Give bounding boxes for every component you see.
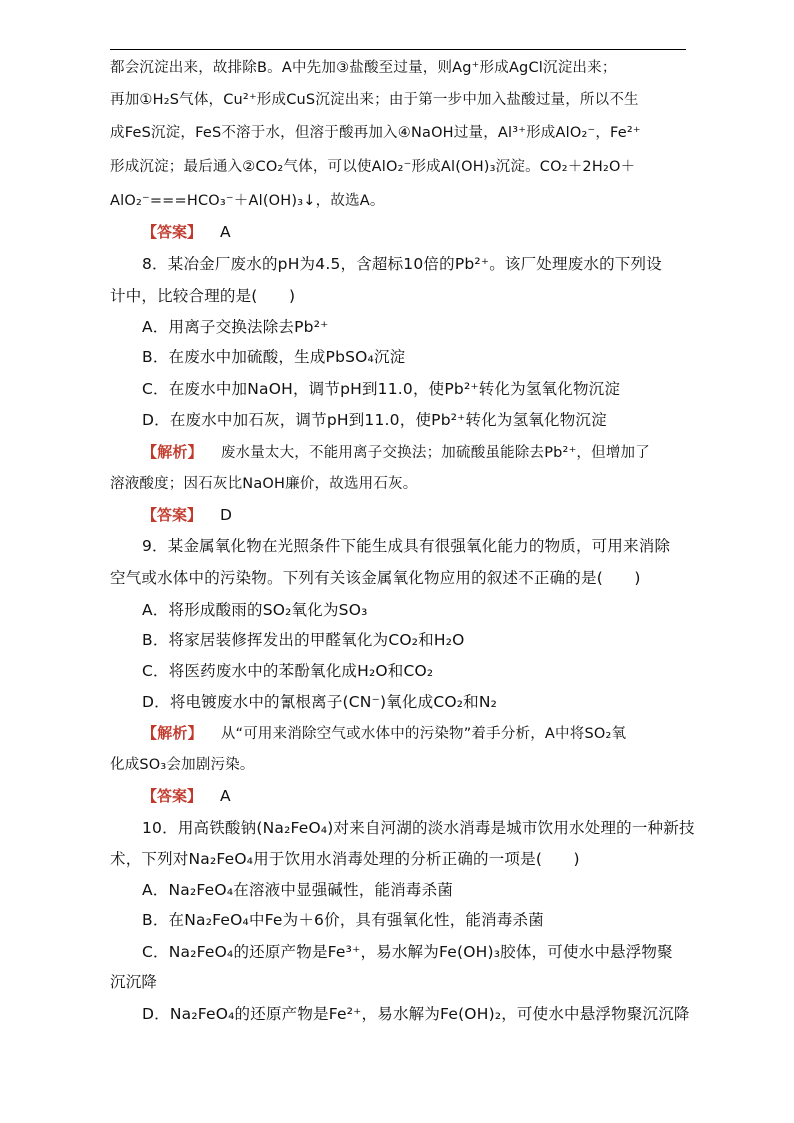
line-text: 化成SO₃会加剧污染。 [110, 757, 255, 773]
section-tag: 【解析】 [142, 724, 203, 742]
text-line [110, 755, 255, 775]
line-text: D [220, 506, 232, 524]
line-text: 沉沉降 [110, 973, 158, 991]
line-text: A [220, 787, 231, 805]
text-line [142, 880, 453, 900]
line-text: 溶液酸度；因石灰比NaOH廉价，故选用石灰。 [110, 476, 418, 492]
line-text: D．在废水中加石灰，调节pH到11.0，使Pb²⁺转化为氢氧化物沉淀 [142, 411, 607, 429]
line-text: 再加①H₂S气体，Cu²⁺形成CuS沉淀出来；由于第一步中加入盐酸过量，所以不生 [110, 92, 639, 108]
section-tag: 【答案】 [142, 506, 203, 524]
text-line [110, 972, 157, 992]
line-text: A [220, 223, 231, 241]
line-text: B．在Na₂FeO₄中Fe为＋6价，具有强氧化性，能消毒杀菌 [142, 911, 544, 929]
line-text: 从“可用来消除空气或水体中的污染物”着手分析，A中将SO₂氧 [220, 726, 627, 742]
line-text: C．将医药废水中的苯酚氧化成H₂O和CO₂ [142, 662, 434, 680]
text-line [142, 630, 465, 650]
line-text: 计中，比较合理的是( ) [110, 287, 296, 305]
line-text: D．将电镀废水中的氰根离子(CN⁻)氧化成CO₂和N₂ [142, 693, 498, 711]
label-line [142, 222, 231, 242]
text-line [142, 317, 329, 337]
section-tag: 【答案】 [142, 787, 203, 805]
line-text: 9．某金属氧化物在光照条件下能生成具有很强氧化能力的物质，可用来消除 [142, 537, 671, 555]
line-text: 10．用高铁酸钠(Na₂FeO₄)对来自河湖的淡水消毒是城市饮用水处理的一种新技 [142, 819, 695, 837]
line-text: A．用离子交换法除去Pb²⁺ [142, 318, 329, 336]
text-line [110, 191, 385, 211]
text-line [142, 600, 368, 620]
label-line [142, 723, 626, 744]
text-line [142, 942, 673, 962]
header-rule [110, 49, 686, 50]
text-line [142, 379, 620, 399]
line-text: D．Na₂FeO₄的还原产物是Fe²⁺，易水解为Fe(OH)₂，可使水中悬浮物聚沉沉降 [142, 1005, 690, 1023]
line-text: C．Na₂FeO₄的还原产物是Fe³⁺，易水解为Fe(OH)₃胶体，可使水中悬浮物聚 [142, 943, 673, 961]
label-line [142, 505, 232, 525]
text-line [110, 90, 639, 110]
text-line [142, 661, 433, 681]
line-text: 术，下列对Na₂FeO₄用于饮用水消毒处理的分析正确的一项是( ) [110, 850, 580, 868]
line-text: 成FeS沉淀，FeS不溶于水，但溶于酸再加入④NaOH过量，Al³⁺形成AlO₂⁻，Fe²⁺ [110, 125, 641, 141]
line-text: A．Na₂FeO₄在溶液中显强碱性，能消毒杀菌 [142, 881, 454, 899]
text-line [142, 1004, 690, 1024]
text-line [110, 58, 617, 78]
text-line [142, 692, 497, 712]
line-text: AlO₂⁻===HCO₃⁻＋Al(OH)₃↓，故选A。 [110, 193, 385, 209]
label-line [142, 442, 650, 463]
text-line [110, 568, 641, 588]
text-line [110, 474, 417, 494]
line-text: 形成沉淀；最后通入②CO₂气体，可以使AlO₂⁻形成Al(OH)₃沉淀。CO₂＋2H₂O＋ [110, 159, 636, 175]
line-text: 8．某冶金厂废水的pH为4.5，含超标10倍的Pb²⁺。该厂处理废水的下列设 [142, 255, 662, 273]
line-text: 都会沉淀出来，故排除B。A中先加③盐酸至过量，则Ag⁺形成AgCl沉淀出来； [110, 60, 617, 76]
text-line [110, 123, 641, 143]
line-text: A．将形成酸雨的SO₂氧化为SO₃ [142, 601, 368, 619]
text-line [142, 254, 662, 274]
line-text: B．将家居装修挥发出的甲醛氧化为CO₂和H₂O [142, 631, 465, 649]
section-tag: 【答案】 [142, 223, 203, 241]
text-line [142, 536, 670, 556]
text-line [142, 410, 607, 430]
text-line [142, 347, 405, 367]
line-text: C．在废水中加NaOH，调节pH到11.0，使Pb²⁺转化为氢氧化物沉淀 [142, 380, 621, 398]
label-line [142, 786, 231, 806]
line-text: 空气或水体中的污染物。下列有关该金属氧化物应用的叙述不正确的是( ) [110, 569, 641, 587]
text-line [142, 910, 544, 930]
text-line [110, 849, 580, 869]
text-line [110, 157, 635, 177]
line-text: B．在废水中加硫酸，生成PbSO₄沉淀 [142, 348, 406, 366]
section-tag: 【解析】 [142, 443, 203, 461]
text-line [110, 286, 295, 306]
text-line [142, 818, 695, 838]
line-text: 废水量太大，不能用离子交换法；加硫酸虽能除去Pb²⁺，但增加了 [220, 445, 650, 461]
